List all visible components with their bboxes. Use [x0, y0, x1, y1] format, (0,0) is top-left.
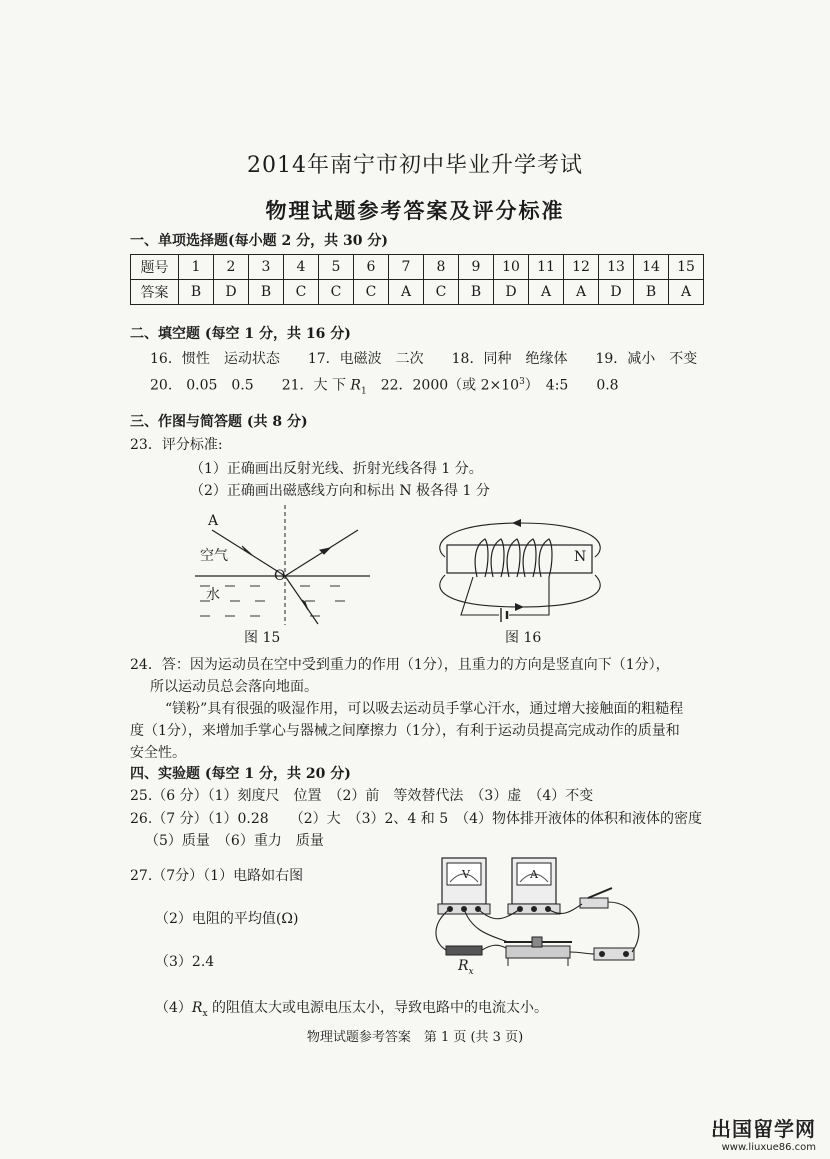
switch: [580, 888, 612, 908]
table-cell: 11: [529, 255, 564, 280]
water-hatching: [200, 586, 345, 616]
table-cell: 14: [634, 255, 669, 280]
table-cell: B: [249, 280, 284, 305]
page-title: 2014年南宁市初中毕业升学考试: [247, 153, 583, 178]
table-cell: D: [599, 280, 634, 305]
superscript: 3: [519, 377, 525, 387]
table-cell: C: [319, 280, 354, 305]
figure-15-diagram: [190, 500, 390, 635]
fill-text: 22．2000（或 2×10: [366, 377, 520, 394]
q27-part4: [155, 998, 548, 1024]
table-cell: 10: [494, 255, 529, 280]
table-cell: 6: [354, 255, 389, 280]
page-footer: 物理试题参考答案 第 1 页 (共 3 页): [306, 1030, 524, 1045]
section1-heading: 一、单项选择题(每小题 2 分，共 30 分): [130, 233, 388, 249]
table-cell: 4: [284, 255, 319, 280]
q23-criterion-1: （1）正确画出反射光线、折射光线各得 1 分。: [190, 461, 483, 477]
answer-table: [130, 254, 704, 305]
subscript: 1: [360, 386, 367, 397]
table-cell: 3: [249, 255, 284, 280]
fig16-caption: 图 16: [505, 630, 542, 646]
rx-subscript: x: [202, 1008, 208, 1019]
wire-left: [461, 577, 499, 615]
section2-heading: 二、填空题 (每空 1 分，共 16 分): [130, 326, 351, 342]
table-cell: A: [529, 280, 564, 305]
q23-label: 23．评分标准:: [130, 437, 223, 453]
table-cell: A: [564, 280, 599, 305]
table-cell: 15: [669, 255, 704, 280]
q23-criterion-2: （2）正确画出磁感线方向和标出 N 极各得 1 分: [190, 483, 490, 499]
field-line-bottom: [440, 575, 600, 607]
watermark: [711, 1113, 816, 1153]
table-cell: 13: [599, 255, 634, 280]
section4-heading: 四、实验题 (每空 1 分，共 20 分): [130, 766, 351, 782]
q24-line2: 所以运动员总会落向地面。: [150, 679, 318, 695]
resistor-symbol: R: [350, 377, 361, 394]
table-cell: B: [459, 280, 494, 305]
q24-line1: 24．答：因为运动员在空中受到重力的作用（1分），且重力的方向是竖直向下（1分），: [130, 657, 670, 673]
table-cell: C: [284, 280, 319, 305]
voltmeter: [438, 858, 490, 914]
field-arrow-top: [512, 519, 521, 527]
table-cell: 7: [389, 255, 424, 280]
rheostat: [504, 937, 572, 966]
table-cell: 1: [179, 255, 214, 280]
q27-part4-text: 的阻值太大或电源电压太小，导致电路中的电流太小。: [207, 1000, 548, 1016]
fill-text: ） 4:5 0.8: [524, 377, 619, 394]
ammeter-label: A: [530, 868, 538, 881]
field-arrow-bottom: [515, 603, 524, 611]
q27-part1: 27.（7分）（1）电路如右图: [130, 868, 304, 884]
table-cell: D: [494, 280, 529, 305]
fig15-label-water: 水: [206, 587, 220, 603]
table-cell: 2: [214, 255, 249, 280]
q25-answers: 25.（6 分）（1）刻度尺 位置 （2）前 等效替代法 （3）虚 （4）不变: [130, 788, 594, 804]
resistor-rx: [446, 946, 482, 955]
table-cell: C: [354, 280, 389, 305]
rx-symbol: R: [191, 1000, 203, 1016]
ammeter: [508, 858, 560, 914]
table-row-answers: [131, 280, 704, 305]
watermark-name: 出国留学网: [711, 1117, 816, 1141]
q27-part4-prefix: （4）: [155, 1000, 192, 1016]
q26-answers-line2: （5）质量 （6）重力 质量: [145, 833, 324, 849]
fill-text: 20. 0.05 0.5 21．大 下: [150, 377, 351, 394]
table-cell: 12: [564, 255, 599, 280]
section3-heading: 三、作图与简答题 (共 8 分): [130, 414, 308, 430]
figure-16-diagram: [425, 515, 615, 625]
q26-answers-line1: 26.（7 分）（1）0.28 （2）大 （3）2、4 和 5 （4）物体排开液体的体积和液体的密度: [130, 811, 703, 827]
q24-line5: 安全性。: [130, 745, 186, 761]
table-cell: A: [669, 280, 704, 305]
rx-subscript: x: [468, 966, 474, 977]
table-cell: B: [634, 280, 669, 305]
q24-line3: “镁粉”具有很强的吸湿作用，可以吸去运动员手掌心汗水，通过增大接触面的粗糙程: [165, 701, 684, 717]
q24-line4: 度（1分），来增加手掌心与器械之间摩擦力（1分），有利于运动员提高完成动作的质量和: [130, 723, 680, 739]
row-label-answer: 答案: [131, 280, 179, 305]
reflected-ray: [285, 530, 358, 576]
table-cell: B: [179, 280, 214, 305]
voltmeter-label: V: [462, 868, 470, 881]
page-subtitle: 物理试题参考答案及评分标准: [265, 198, 565, 223]
table-cell: 8: [424, 255, 459, 280]
fig16-label-n: N: [574, 549, 587, 565]
q27-part3: （3）2.4: [155, 954, 215, 970]
fig15-label-o: O: [274, 568, 286, 584]
row-label-question: 题号: [131, 255, 179, 280]
table-cell: 5: [319, 255, 354, 280]
fill-answers-line2: [150, 372, 619, 401]
table-cell: C: [424, 280, 459, 305]
rx-letter: R: [458, 958, 469, 974]
table-cell: 9: [459, 255, 494, 280]
table-cell: A: [389, 280, 424, 305]
refracted-ray: [285, 576, 318, 624]
fig15-caption: 图 15: [244, 630, 281, 646]
fig15-label-a: A: [208, 513, 219, 529]
table-row-numbers: [131, 255, 704, 280]
q27-part2: （2）电阻的平均值(Ω): [155, 911, 299, 927]
battery-box: [594, 948, 634, 960]
table-cell: D: [214, 280, 249, 305]
fig15-label-air: 空气: [200, 548, 228, 564]
watermark-url: www.liuxue86.com: [721, 1142, 816, 1153]
rx-label: [458, 958, 474, 977]
fill-answers-line1: 16．惯性 运动状态 17．电磁波 二次 18．同种 绝缘体 19．减小 不变: [150, 351, 698, 367]
